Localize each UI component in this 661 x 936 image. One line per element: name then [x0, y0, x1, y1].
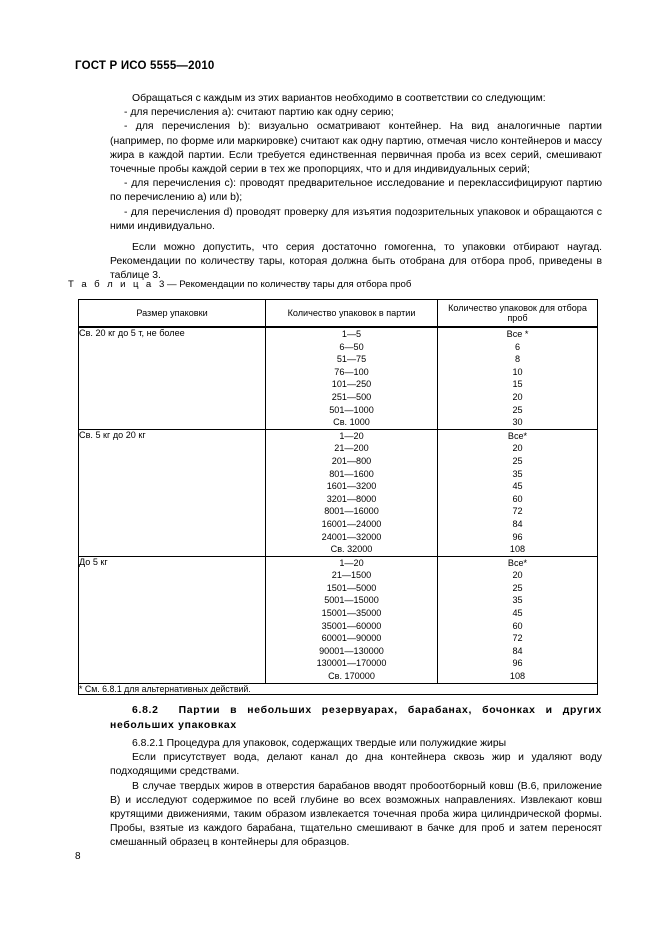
table-cell-line: 51—75 — [336, 354, 367, 365]
paragraph-water-removal: Если присутствует вода, делают канал до дна контейнера сквозь жир и удаляют воду подходящими средствами. — [110, 752, 602, 778]
table-cell-line: 21—200 — [334, 443, 369, 454]
section-heading-title: Партии в небольших резервуарах, барабанах, бочонках и других небольших упаковках — [110, 705, 602, 731]
table-cell-line: 1—20 — [339, 430, 364, 441]
table-cell-line: 3201—8000 — [326, 493, 377, 504]
table-cell-line: 1601—3200 — [326, 481, 377, 492]
table-cell-line: Все* — [507, 430, 528, 441]
table-cell-line: Св. 32000 — [330, 544, 373, 555]
subsection-heading-6821: 6.8.2.1 Процедура для упаковок, содержащих твердые или полужидкие жиры — [132, 738, 507, 749]
section-heading-682 — [110, 703, 602, 733]
table-caption — [68, 279, 411, 290]
sampling-recommendations-table — [78, 299, 598, 695]
cell-packages-in-lot — [266, 556, 438, 683]
table-header — [79, 300, 598, 328]
paragraph-solid-fat-procedure: В случае твердых жиров в отверстия барабанов вводят пробоотборный ковш (В.6, приложение В) и исследуют содержимое по всей глубине во всех возможных направлениях. Извлекают ковш крутящими движениями, таким образом извлекается точечная проба жира цилиндрической формы. Пробы, взятые из каждого барабана, тщательно смешивают в бачке для проб и затем переносят смешанный образец в контейнеры для образцов. — [110, 780, 602, 849]
column-header-packages-in-lot: Количество упаковок в партии — [266, 300, 438, 328]
paragraph-item-b: - для перечисления b): визуально осматривают контейнер. На вид аналогичные партии (например, по форме или маркировке) считают как одну партию, отмечая число контейнеров и массу жира в каждой партии. Если требуется единственная первичная проба из всех серий, смешивают точечные пробы каждой серии в тех же пропорциях, что и для индивидуальных серий; — [110, 121, 602, 176]
table-cell-line: 72 — [512, 506, 523, 517]
cell-package-size: Св. 5 кг до 20 кг — [79, 429, 266, 556]
table-cell-line: 84 — [512, 645, 523, 656]
table-cell-line: 96 — [512, 531, 523, 542]
cell-package-size: До 5 кг — [79, 556, 266, 683]
table-cell-line: 16001—24000 — [321, 518, 382, 529]
paragraph-item-a: - для перечисления a): считают партию как одну серию; — [124, 107, 394, 119]
table-cell-line: 24001—32000 — [321, 531, 382, 542]
table-cell-line: 101—250 — [331, 379, 372, 390]
paragraph-item-c: - для перечисления c): проводят предварительное исследование и переклассифицируют партию по перечислению a) или b); — [110, 178, 602, 204]
table-row — [79, 556, 598, 683]
table-cell-line: 60001—90000 — [321, 633, 382, 644]
table-cell-line: Все * — [506, 329, 529, 339]
cell-package-size: Св. 20 кг до 5 т, не более — [79, 327, 266, 429]
table-cell-line: 108 — [509, 544, 526, 555]
lower-text-block — [110, 703, 602, 851]
table-cell-line: 35 — [512, 468, 523, 479]
table-row — [79, 327, 598, 429]
table-cell-line: 45 — [512, 608, 523, 619]
table-cell-line: 108 — [509, 671, 526, 682]
table-cell-line: 501—1000 — [329, 404, 374, 415]
table-cell-line: 25 — [512, 582, 523, 593]
table-cell-line: 20 — [512, 570, 523, 581]
table-cell-line: 1—5 — [341, 329, 362, 339]
document-header-standard-number: ГОСТ Р ИСО 5555—2010 — [75, 60, 215, 72]
table-cell-line: 6 — [514, 341, 521, 352]
paragraph-intro: Обращаться с каждым из этих вариантов необходимо в соответствии со следующим: — [132, 93, 546, 104]
column-header-packages-to-sample: Количество упаковок для отбора проб — [438, 300, 598, 328]
table-cell-line: 251—500 — [331, 391, 372, 402]
section-heading-number: 6.8.2 — [132, 705, 159, 716]
table-cell-line: Св. 170000 — [328, 671, 375, 682]
table-header-row — [79, 300, 598, 328]
paragraph-spacer — [110, 234, 602, 241]
table-cell-line: 15 — [512, 379, 523, 390]
table-cell-line: 15001—35000 — [321, 608, 382, 619]
table-cell-line: 801—1600 — [329, 468, 374, 479]
table-cell-line: 130001—170000 — [316, 658, 387, 669]
table-cell-line: 96 — [512, 658, 523, 669]
cell-packages-to-sample — [438, 429, 598, 556]
table-cell-line: 8001—16000 — [324, 506, 379, 517]
table-cell-line: 6—50 — [339, 341, 364, 352]
table-cell-line: 21—1500 — [331, 570, 372, 581]
cell-packages-in-lot — [266, 327, 438, 429]
paragraph-item-d: - для перечисления d) проводят проверку для изъятия подозрительных упаковок и обращаются с ними индивидуально. — [110, 206, 602, 232]
cell-packages-to-sample — [438, 556, 598, 683]
table-cell-line: 60 — [512, 620, 523, 631]
table-body — [79, 327, 598, 694]
table-footnote-row — [79, 683, 598, 694]
paragraph-homogeneous-lot: Если можно допустить, что серия достаточно гомогенна, то упаковки отбирают наугад. Рекомендации по количеству тары, которая должна быть отобрана для отбора проб, приведены в таблице 3. — [110, 242, 602, 282]
table-caption-number: 3 — [159, 279, 165, 290]
table-caption-text: — Рекомендации по количеству тары для отбора проб — [167, 279, 412, 290]
table-cell-line: 201—800 — [331, 455, 372, 466]
table-cell-line: 20 — [512, 443, 523, 454]
table-cell-line: 20 — [512, 391, 523, 402]
table-cell-line: 35 — [512, 595, 523, 606]
table-cell-line: 60 — [512, 493, 523, 504]
table-cell-line: 45 — [512, 481, 523, 492]
table-cell-line: 84 — [512, 518, 523, 529]
column-header-package-size: Размер упаковки — [79, 300, 266, 328]
table-cell-line: 30 — [512, 417, 523, 428]
body-text-block — [110, 92, 602, 284]
cell-packages-to-sample — [438, 327, 598, 429]
table-cell-line: Св. 1000 — [333, 417, 370, 428]
table-cell-line: 8 — [514, 354, 521, 365]
table-cell-line: 76—100 — [334, 366, 369, 377]
table-cell-line: Все* — [507, 557, 528, 568]
table-cell-line: 35001—60000 — [321, 620, 382, 631]
table-cell-line: 25 — [512, 404, 523, 415]
table-footnote: * См. 6.8.1 для альтернативных действий. — [79, 683, 598, 694]
table-cell-line: 72 — [512, 633, 523, 644]
table-cell-line: 10 — [512, 366, 523, 377]
table-cell-line: 5001—15000 — [324, 595, 379, 606]
page-number: 8 — [75, 851, 81, 862]
table-cell-line: 25 — [512, 455, 523, 466]
table-cell-line: 90001—130000 — [319, 645, 384, 656]
table-cell-line: 1—20 — [339, 557, 364, 568]
cell-packages-in-lot — [266, 429, 438, 556]
table-cell-line: 1501—5000 — [326, 582, 377, 593]
table-caption-label: Т а б л и ц а — [68, 279, 154, 290]
table-row — [79, 429, 598, 556]
